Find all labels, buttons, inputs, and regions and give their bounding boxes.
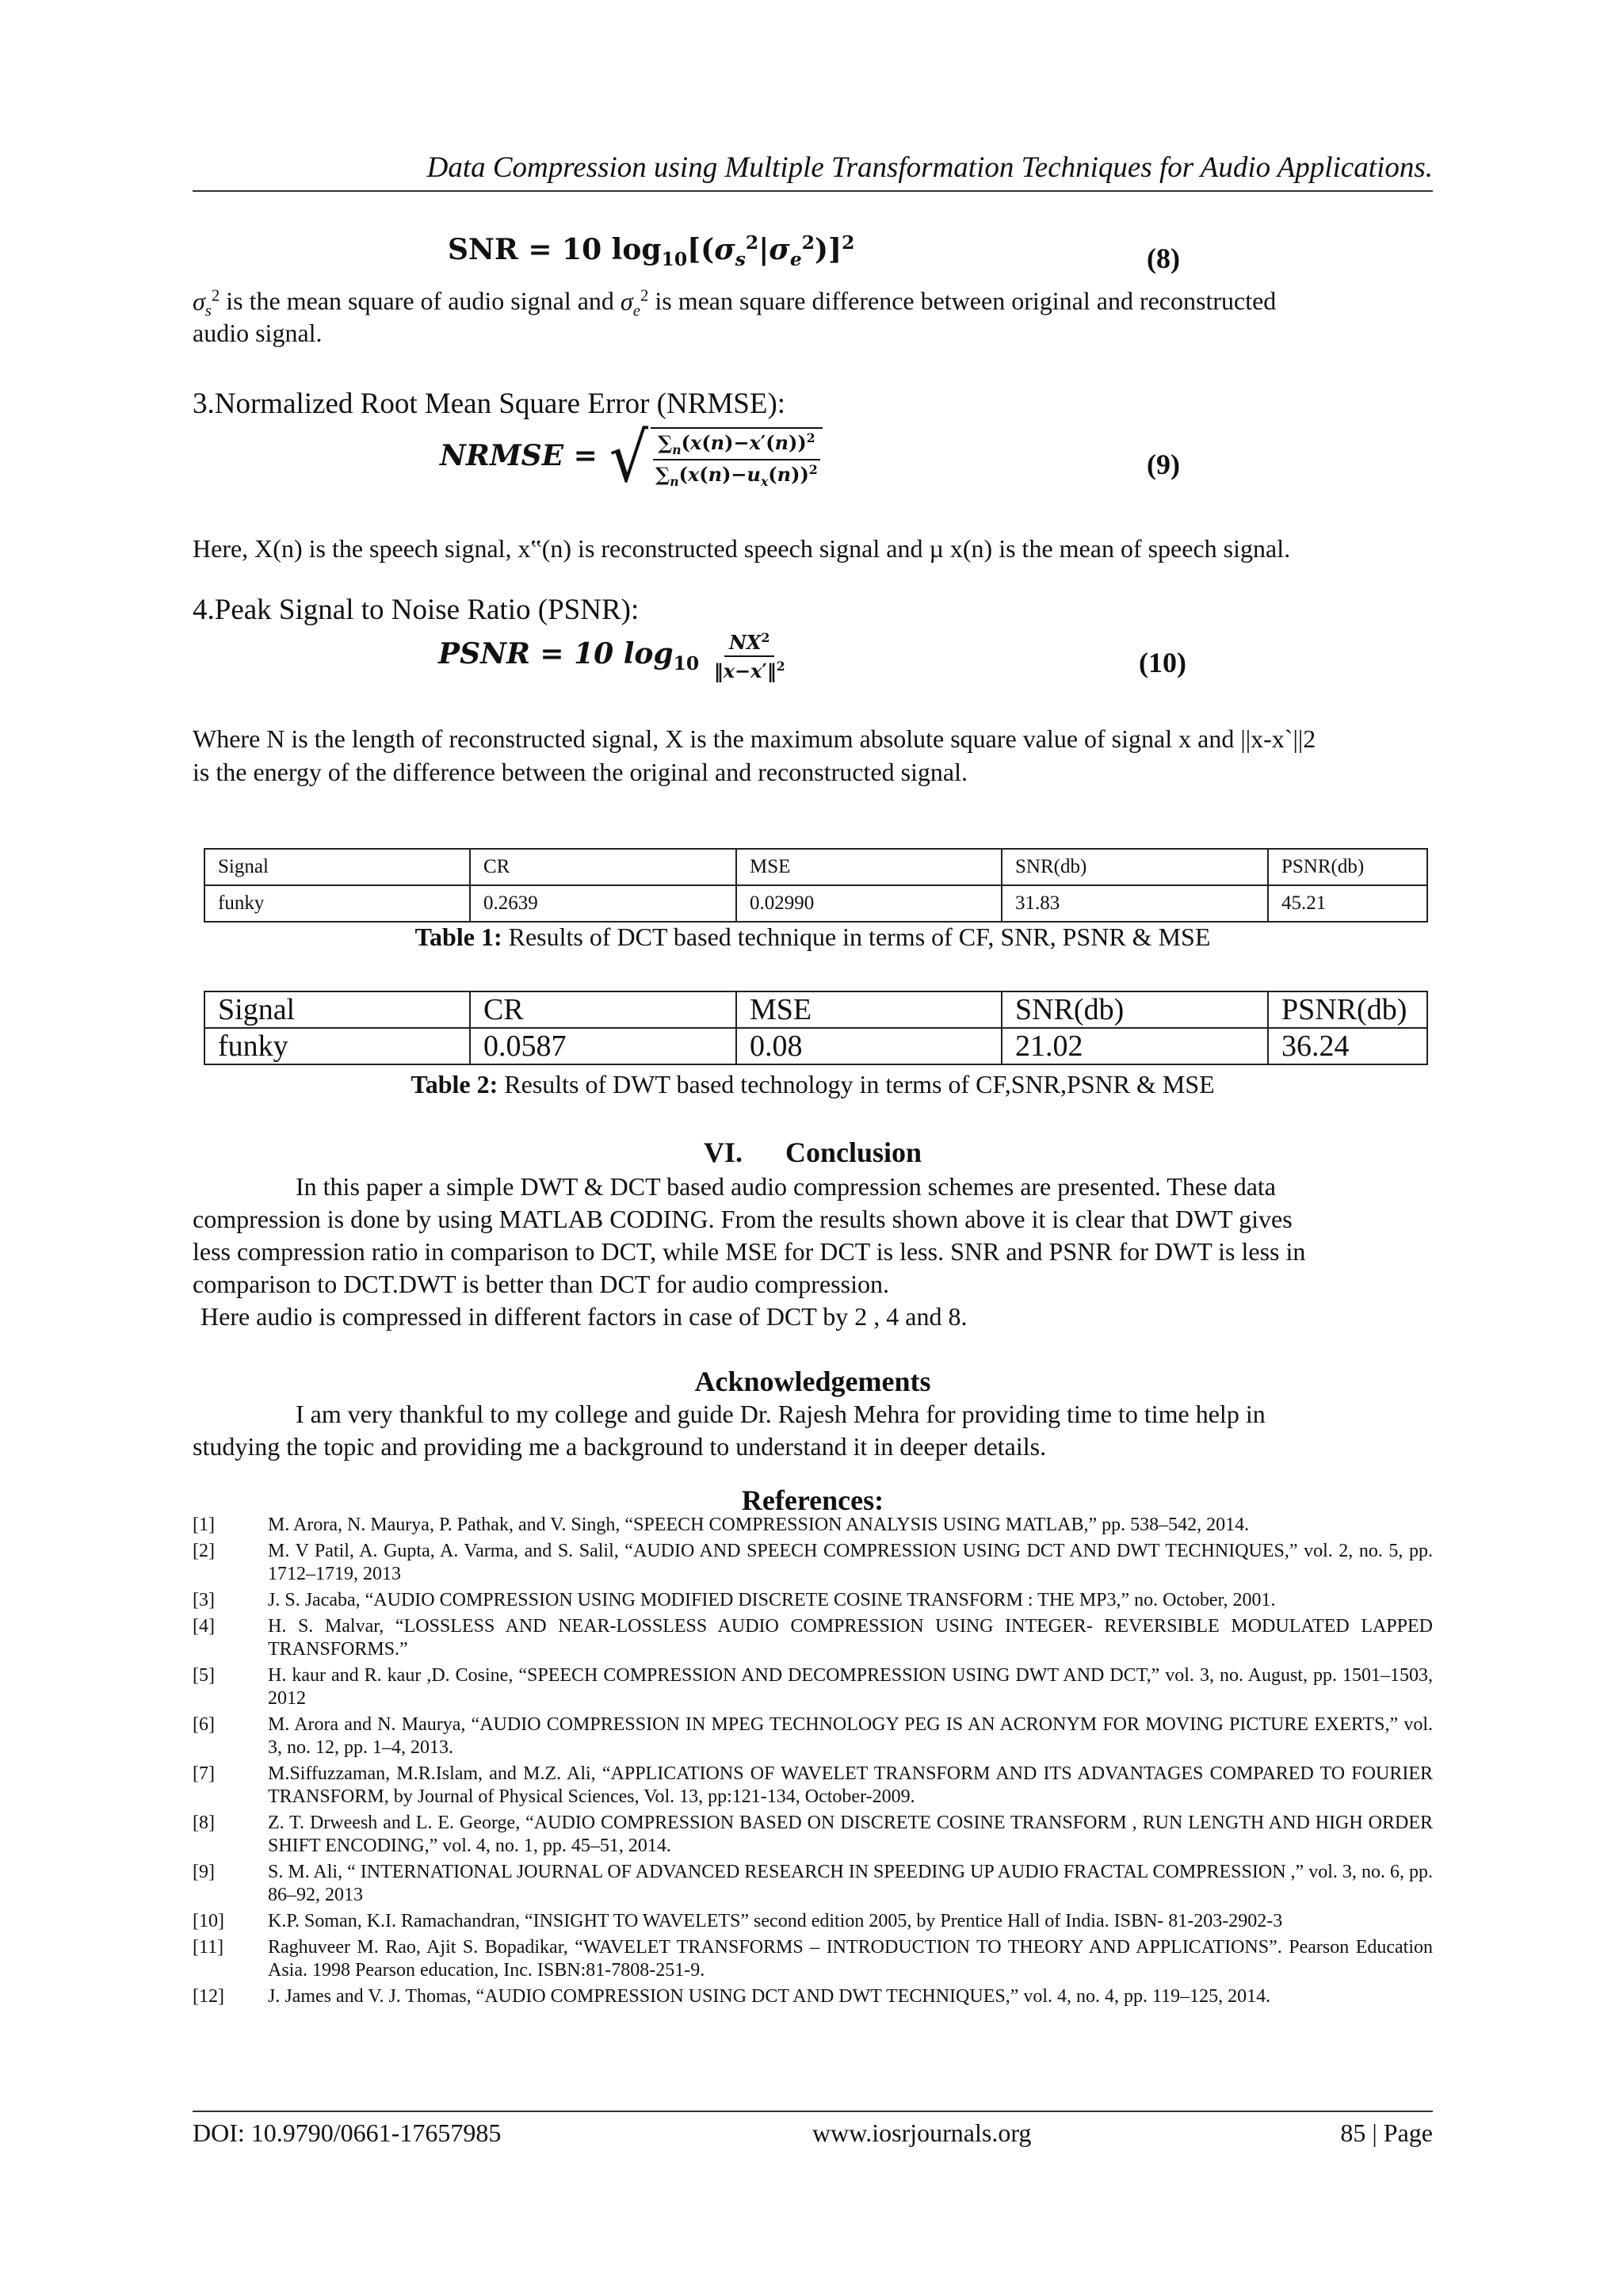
equation-9 (440, 418, 823, 498)
table-1-cell: funky (204, 885, 470, 922)
footer-site: www.iosrjournals.org (812, 2118, 1032, 2147)
table-1-header-row (204, 849, 1427, 885)
reference-index: [3] (193, 1590, 215, 1610)
eq8-log-base: 10 (661, 248, 688, 271)
eq10-log-base: 10 (673, 652, 700, 675)
reference-index: [11] (193, 1937, 224, 1958)
table-2-cell: 36.24 (1268, 1028, 1427, 1064)
table-2-header-row (204, 991, 1427, 1028)
table-1-cell: 0.2639 (470, 885, 736, 922)
conclusion-line-4: comparison to DCT.DWT is better than DCT for audio compression. (193, 1270, 889, 1298)
table-1-caption-label: Table 1: (414, 923, 502, 951)
reference-index: [9] (193, 1862, 215, 1882)
acknowledgements-heading: Acknowledgements (694, 1366, 931, 1397)
eq10-lhs: PSNR = 10 log (438, 637, 674, 670)
reference-text: M.Siffuzzaman, M.R.Islam, and M.Z. Ali, “APPLICATIONS OF WAVELET TRANSFORM AND ITS ADVANTAGES COMPARED TO FOURIER TRANSFORM, by Journal of Physical Sciences, Vol. 13, pp:121-134, October-2009. (268, 1763, 1433, 1807)
conclusion-line-3: less compression ratio in comparison to DCT, while MSE for DCT is less. SNR and PSNR for DWT is less in (193, 1237, 1306, 1266)
reference-text: J. S. Jacaba, “AUDIO COMPRESSION USING MODIFIED DISCRETE COSINE TRANSFORM : THE MP3,” no. October, 2001. (268, 1590, 1276, 1610)
eq8-desc-b: is mean square difference between original and reconstructed (655, 286, 1277, 315)
eq8-description (193, 279, 1433, 327)
reference-index: [10] (193, 1911, 224, 1931)
reference-item (193, 1664, 1433, 1710)
reference-item (193, 1514, 1433, 1537)
reference-item (193, 1812, 1433, 1858)
table-2-header: MSE (736, 991, 1002, 1028)
reference-text: M. Arora, N. Maurya, P. Pathak, and V. Singh, “SPEECH COMPRESSION ANALYSIS USING MATLAB,” pp. 538–542, 2014. (268, 1515, 1250, 1535)
reference-index: [1] (193, 1515, 215, 1535)
sigma-s-symbol: $\sigma_s^2$ (193, 286, 220, 320)
reference-index: [2] (193, 1541, 215, 1561)
table-2 (204, 991, 1428, 1065)
equation-10 (438, 630, 790, 682)
references-list (193, 1514, 1433, 2011)
reference-item (193, 1910, 1433, 1933)
header-rule (193, 190, 1433, 192)
reference-text: J. James and V. J. Thomas, “AUDIO COMPRESSION USING DCT AND DWT TECHNIQUES,” vol. 4, no. 4, pp. 119–125, 2014. (268, 1986, 1271, 2007)
eq9-sqrt: √ $\frac{\sum_n(x(n)-x'(n))^2}{\sum_n(x(n)-u_x(n))^2}$ (607, 424, 822, 492)
reference-text: S. M. Ali, “ INTERNATIONAL JOURNAL OF ADVANCED RESEARCH IN SPEEDING UP AUDIO FRACTAL COMPRESSION ,” vol. 3, no. 6, pp. 86–92, 2013 (268, 1862, 1433, 1905)
reference-item (193, 1713, 1433, 1759)
eq9-lhs: NRMSE = (440, 439, 598, 472)
reference-index: [4] (193, 1616, 215, 1637)
psnr-desc-line2: is the energy of the difference between the original and reconstructed signal. (193, 758, 968, 786)
psnr-desc-line1: Where N is the length of reconstructed signal, X is the maximum absolute square value of signal x and ||x-x`||2 (193, 724, 1316, 753)
table-2-cell: funky (204, 1028, 470, 1064)
reference-item (193, 1615, 1433, 1661)
table-2-cell: 0.08 (736, 1028, 1002, 1064)
table-2-caption-text: Results of DWT based technology in terms of CF,SNR,PSNR & MSE (498, 1070, 1215, 1098)
table-2-header: Signal (204, 991, 470, 1028)
conclusion-line-2: compression is done by using MATLAB CODING. From the results shown above it is clear that DWT gives (193, 1205, 1293, 1233)
reference-item (193, 1763, 1433, 1809)
reference-index: [7] (193, 1763, 215, 1784)
eq8-lhs: SNR = 10 log (448, 233, 662, 266)
table-1-caption-text: Results of DCT based technique in terms of CF, SNR, PSNR & MSE (502, 923, 1211, 951)
table-1-header: MSE (736, 849, 1002, 885)
acknowledgements-line-1: I am very thankful to my college and guide Dr. Rajesh Mehra for providing time to time help in (296, 1400, 1266, 1428)
table-1-header: PSNR(db) (1268, 849, 1427, 885)
references-heading: References: (741, 1484, 884, 1516)
conclusion-heading: VI. Conclusion (703, 1137, 922, 1168)
table-2-header: SNR(db) (1002, 991, 1268, 1028)
acknowledgements-line-2: studying the topic and providing me a background to understand it in deeper details. (193, 1432, 1047, 1461)
table-1-row (204, 885, 1427, 922)
table-2-caption (193, 1070, 1433, 1099)
reference-text: K.P. Soman, K.I. Ramachandran, “INSIGHT TO WAVELETS” second edition 2005, by Prentice Hall of India. ISBN- 81-203-2902-3 (268, 1911, 1283, 1931)
sigma-e-symbol: $\sigma_e^2$ (620, 286, 649, 320)
table-2-row (204, 1028, 1427, 1064)
table-2-caption-label: Table 2: (411, 1070, 498, 1098)
eq8-desc-a: is the mean square of audio signal and (220, 286, 621, 315)
table-2-header: CR (470, 991, 736, 1028)
footer-rule (193, 2111, 1433, 2112)
reference-item (193, 1861, 1433, 1907)
reference-text: H. kaur and R. kaur ,D. Cosine, “SPEECH COMPRESSION AND DECOMPRESSION USING DWT AND DCT,” vol. 3, no. August, pp. 1501–1503, 2012 (268, 1665, 1433, 1709)
reference-item (193, 1589, 1433, 1612)
reference-text: M. Arora and N. Maurya, “AUDIO COMPRESSION IN MPEG TECHNOLOGY PEG IS AN ACRONYM FOR MOVING PICTURE EXERTS,” vol. 3, no. 12, pp. 1–4, 2013. (268, 1714, 1433, 1758)
footer-page-number: 85 | Page (1340, 2118, 1433, 2147)
table-1-header: Signal (204, 849, 470, 885)
reference-text: M. V Patil, A. Gupta, A. Varma, and S. Salil, “AUDIO AND SPEECH COMPRESSION USING DCT AND DWT TECHNIQUES,” vol. 2, no. 5, pp. 1712–1719, 2013 (268, 1541, 1433, 1584)
eq8-number: (8) (1147, 243, 1180, 274)
table-1-header: CR (470, 849, 736, 885)
table-1-caption (193, 923, 1433, 952)
table-2-cell: 21.02 (1002, 1028, 1268, 1064)
nrmse-description: Here, X(n) is the speech signal, x‟(n) is reconstructed speech signal and µ x(n) is the mean of speech signal. (193, 534, 1291, 563)
table-1-cell: 0.02990 (736, 885, 1002, 922)
eq8-desc-line2: audio signal. (193, 319, 323, 347)
eq8-argument: $[(\sigma_s^2|\sigma_e^2)]^2$ (687, 231, 855, 271)
running-head: Data Compression using Multiple Transformation Techniques for Audio Applications. (426, 151, 1433, 184)
conclusion-line-1: In this paper a simple DWT & DCT based audio compression schemes are presented. These data (296, 1172, 1276, 1201)
footer-doi: DOI: 10.9790/0661-17657985 (193, 2118, 502, 2147)
nrmse-heading: 3.Normalized Root Mean Square Error (NRMSE): (193, 388, 786, 420)
psnr-heading: 4.Peak Signal to Noise Ratio (PSNR): (193, 594, 640, 626)
reference-item (193, 1936, 1433, 1982)
reference-index: [8] (193, 1813, 215, 1833)
table-2-header: PSNR(db) (1268, 991, 1427, 1028)
eq9-number: (9) (1147, 449, 1180, 480)
table-1-cell: 45.21 (1268, 885, 1427, 922)
reference-text: Raghuveer M. Rao, Ajit S. Bopadikar, “WAVELET TRANSFORMS – INTRODUCTION TO THEORY AND APPLICATIONS”. Pearson Education Asia. 1998 Pearson education, Inc. ISBN:81-7808-251-9. (268, 1937, 1433, 1981)
eq10-number: (10) (1139, 647, 1186, 678)
equation-8 (448, 231, 854, 270)
reference-item (193, 1540, 1433, 1586)
conclusion-line-5: Here audio is compressed in different factors in case of DCT by 2 , 4 and 8. (200, 1302, 968, 1331)
table-1-header: SNR(db) (1002, 849, 1268, 885)
reference-text: H. S. Malvar, “LOSSLESS AND NEAR-LOSSLESS AUDIO COMPRESSION USING INTEGER- REVERSIBLE MODULATED LAPPED TRANSFORMS.” (268, 1616, 1433, 1660)
reference-text: Z. T. Drweesh and L. E. George, “AUDIO COMPRESSION BASED ON DISCRETE COSINE TRANSFORM , RUN LENGTH AND HIGH ORDER SHIFT ENCODING,” vol. 4, no. 1, pp. 45–51, 2014. (268, 1813, 1433, 1856)
reference-item (193, 1985, 1433, 2008)
table-2-cell: 0.0587 (470, 1028, 736, 1064)
reference-index: [6] (193, 1714, 215, 1735)
table-1 (204, 848, 1428, 923)
reference-index: [5] (193, 1665, 215, 1686)
eq10-fraction: $\frac{NX^2}{‖x-x'‖^2}$ (713, 630, 785, 682)
table-1-cell: 31.83 (1002, 885, 1268, 922)
reference-index: [12] (193, 1986, 224, 2007)
